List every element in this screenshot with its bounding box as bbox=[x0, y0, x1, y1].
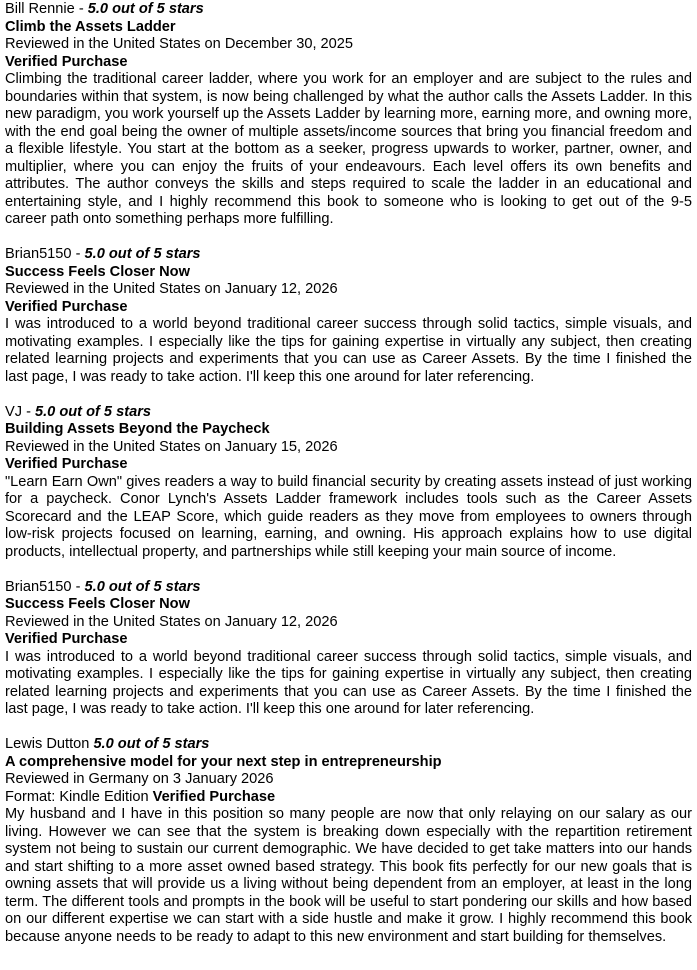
review-rating: 5.0 out of 5 stars bbox=[84, 246, 201, 262]
review-body: My husband and I have in this position so many people are now that only relaying on our salary as our living. However we can see that the system is breaking down especially with the repartition retirement system not being to sustain our current demographic. We have decided to get take matters into our hands and start shifting to a more asset owned based strategy. This book fits perfectly for our new goals that is owning assets that will provide us a living without being dependent from an employer, at least in the long term. The different tools and prompts in the book will be useful to start pondering our skills and how based on our different expertise we can start with a side hustle and make it grow. I highly recommend this book because anyone needs to be ready to adapt to this new environment and start building for themselves. bbox=[5, 806, 692, 945]
verified-purchase-badge: Verified Purchase bbox=[152, 788, 276, 805]
review-separator: - bbox=[22, 403, 36, 420]
verified-purchase-badge: Verified Purchase bbox=[5, 298, 128, 315]
review-body: "Learn Earn Own" gives readers a way to build financial security by creating assets instead of just working for a paycheck. Conor Lynch's Assets Ladder framework includes tools such as the Career Assets Scorecard and the LEAP Score, which guide readers as they move from employees to owners through low-risk projects focused on learning, earning, and owning. His approach explains how to use digital products, intellectual property, and partnerships while still keeping your main source of income. bbox=[5, 473, 692, 560]
review-item bbox=[5, 246, 692, 386]
review-rating: 5.0 out of 5 stars bbox=[35, 403, 151, 420]
review-purchase-line bbox=[5, 54, 692, 72]
review-rating: 5.0 out of 5 stars bbox=[93, 736, 210, 752]
review-author: Lewis Dutton bbox=[5, 736, 90, 752]
review-header bbox=[5, 246, 692, 264]
review-title: A comprehensive model for your next step in entrepreneurship bbox=[5, 753, 442, 770]
review-date: Reviewed in the United States on January 12, 2026 bbox=[5, 613, 338, 630]
review-author: Brian5150 bbox=[5, 578, 72, 595]
review-item bbox=[5, 579, 692, 719]
review-date: Reviewed in Germany on 3 January 2026 bbox=[5, 771, 274, 787]
review-item bbox=[5, 1, 692, 229]
review-item bbox=[5, 736, 692, 946]
review-header bbox=[5, 579, 692, 597]
review-author: Bill Rennie bbox=[5, 1, 75, 17]
review-title: Success Feels Closer Now bbox=[5, 263, 190, 280]
review-header bbox=[5, 1, 692, 19]
review-header bbox=[5, 404, 692, 422]
review-title: Building Assets Beyond the Paycheck bbox=[5, 421, 270, 437]
review-format: Format: Kindle Edition bbox=[5, 788, 153, 805]
review-body: I was introduced to a world beyond traditional career success through solid tactics, simple visuals, and motivating examples. I especially like the tips for gaining expertise in virtually any subject, then creating related learning projects and experiments that you can use as Career Assets. By the time I finished the last page, I was ready to take action. I'll keep this one around for later referencing. bbox=[5, 648, 692, 717]
review-purchase-line bbox=[5, 299, 692, 317]
review-date: Reviewed in the United States on January 15, 2026 bbox=[5, 438, 338, 455]
review-item bbox=[5, 404, 692, 562]
verified-purchase-badge: Verified Purchase bbox=[5, 53, 128, 70]
review-purchase-line bbox=[5, 631, 692, 649]
review-body: I was introduced to a world beyond traditional career success through solid tactics, simple visuals, and motivating examples. I especially like the tips for gaining expertise in virtually any subject, then creating related learning projects and experiments that you can use as Career Assets. By the time I finished the last page, I was ready to take action. I'll keep this one around for later referencing. bbox=[5, 316, 692, 385]
review-author: Brian5150 bbox=[5, 246, 72, 262]
review-rating: 5.0 out of 5 stars bbox=[84, 578, 201, 595]
verified-purchase-badge: Verified Purchase bbox=[5, 456, 128, 472]
review-separator: - bbox=[71, 246, 85, 262]
review-author: VJ bbox=[5, 403, 23, 420]
review-purchase-line bbox=[5, 456, 692, 474]
review-title: Success Feels Closer Now bbox=[5, 596, 190, 612]
review-separator: - bbox=[71, 578, 85, 595]
review-body: Climbing the traditional career ladder, where you work for an employer and are subject to the rules and boundaries within that system, is now being challenged by what the author calls the Assets Ladder. In this new paradigm, you work yourself up the Assets Ladder by learning more, earning more, and owning more, with the end goal being the owner of multiple assets/income sources that bring you financial freedom and a flexible lifestyle. You start at the bottom as a seeker, progress upwards to worker, partner, owner, and multiplier, where you can enjoy the fruits of your endeavours. Each level offers its own benefits and attributes. The author conveys the skills and steps required to scale the ladder in an educational and entertaining style, and I highly recommend this book to someone who is looking to get out of the 9-5 career path onto something perhaps more fulfilling. bbox=[5, 71, 692, 227]
review-separator: - bbox=[74, 1, 88, 17]
review-header bbox=[5, 736, 692, 754]
review-rating: 5.0 out of 5 stars bbox=[87, 1, 204, 17]
review-date: Reviewed in the United States on December 30, 2025 bbox=[5, 36, 354, 52]
review-title: Climb the Assets Ladder bbox=[5, 18, 176, 35]
review-date: Reviewed in the United States on January 12, 2026 bbox=[5, 281, 338, 297]
review-purchase-line bbox=[5, 789, 692, 807]
verified-purchase-badge: Verified Purchase bbox=[5, 631, 128, 647]
